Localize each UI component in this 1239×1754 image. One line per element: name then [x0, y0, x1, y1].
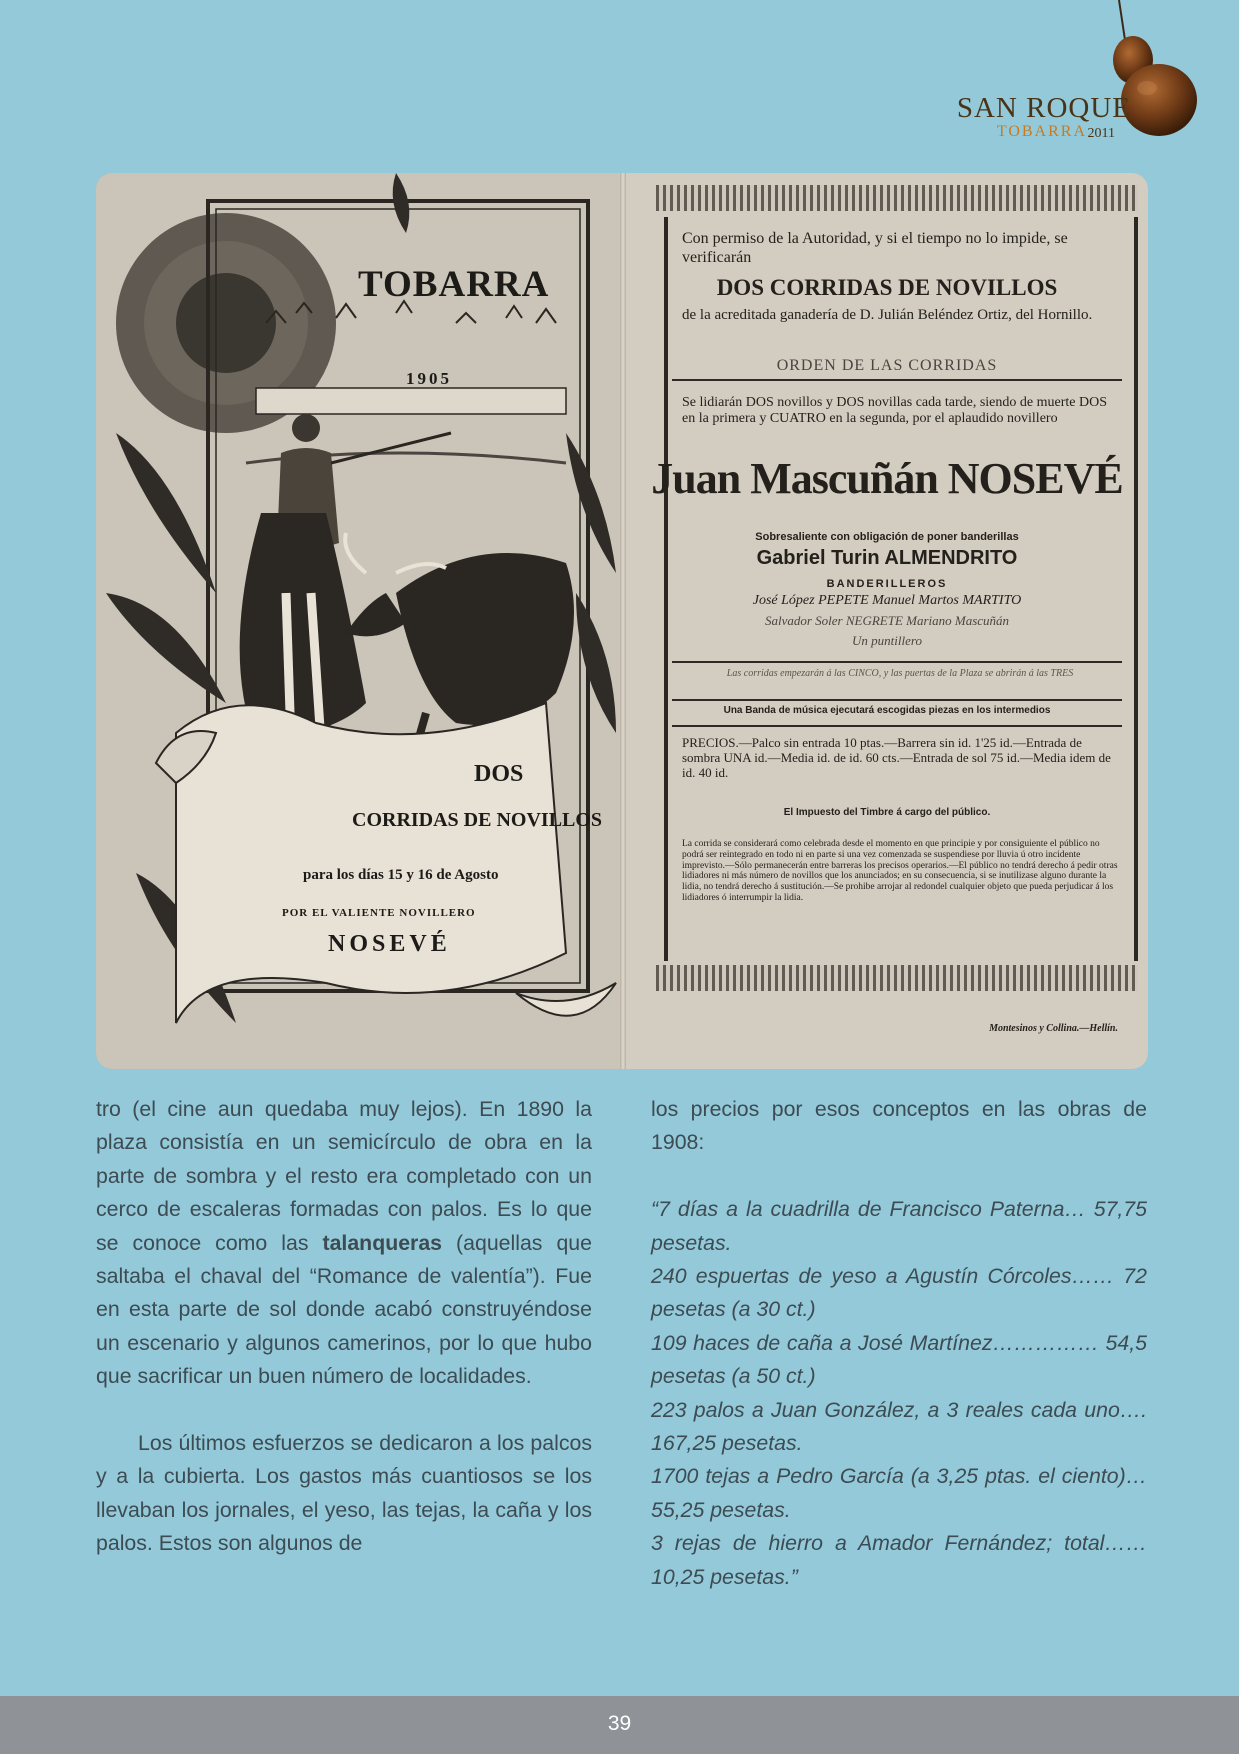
poster-cover-title: TOBARRA — [358, 264, 550, 305]
program-orden: ORDEN DE LAS CORRIDAS — [776, 357, 998, 374]
paragraph — [96, 1093, 592, 1394]
poster-program — [626, 173, 1148, 1069]
poster-cover-dos: DOS — [474, 761, 524, 787]
program-precios: PRECIOS.—Palco sin entrada 10 ptas.—Barrera sin id. 1'25 id.—Entrada de sombra UNA id.—Media id. de id. 60 cts.—Entrada de sol 75 id.—Media idem de id. 40 id. — [682, 735, 1111, 780]
program-imprenta: Montesinos y Collina.—Hellín. — [989, 1023, 1118, 1034]
header-logo — [939, 0, 1239, 150]
paragraph: los precios por esos conceptos en las obras de 1908: — [651, 1097, 1147, 1155]
program-banderilleros-1: José López PEPETE Manuel Martos MARTITO — [752, 593, 1022, 608]
poster-cover-corridas: CORRIDAS DE NOVILLOS — [352, 809, 603, 831]
decorative-border-bottom — [656, 965, 1138, 991]
program-matador: Juan Mascuñán NOSEVÉ — [651, 454, 1123, 503]
program-banda: Una Banda de música ejecutará escogidas piezas en los intermedios — [723, 705, 1051, 716]
expense-item: 1700 tejas a Pedro García (a 3,25 ptas. el ciento)… 55,25 pesetas. — [651, 1464, 1147, 1522]
poster-cover-dates: para los días 15 y 16 de Agosto — [303, 867, 499, 883]
bold-term: talanqueras — [322, 1230, 443, 1255]
decorative-border-top — [656, 185, 1138, 211]
expense-item: “7 días a la cuadrilla de Francisco Paterna… 57,75 pesetas. — [651, 1197, 1147, 1255]
logo-year: 2011 — [1087, 126, 1115, 141]
program-intro: Con permiso de la Autoridad, y si el tiempo no lo impide, se verificarán — [682, 230, 1068, 266]
poster-image — [96, 173, 1148, 1069]
left-column — [96, 1093, 592, 1561]
program-puntillero: Un puntillero — [852, 633, 922, 648]
program-condiciones: La corrida se considerará como celebrada desde el momento en que principie y por consiguiente el público no podrá ser reintegrado en todo ni en parte si una vez comenzada se suspendiese por lluvia ú otro incidente imprevisto.—Sólo permanecerán entre barreras los precisos operarios.—El público no tendrá derecho á pedir otras lidiadores ni más número de novillos que los anunciados; en su consecuencia, si se inutilizase alguno durante la lidia, no tendrá derecho á sustitución.—Se prohibe arrojar al redondel cualquier objeto que pueda perjudicar á los lidiadores ó interrumpir la lidia. — [682, 839, 1118, 903]
rule — [672, 379, 1122, 381]
program-ganaderia: de la acreditada ganadería de D. Julián Beléndez Ortiz, del Hornillo. — [682, 307, 1093, 323]
rule — [672, 725, 1122, 727]
footer — [0, 1696, 1239, 1754]
right-column — [651, 1093, 1147, 1594]
program-horario: Las corridas empezarán á las CINCO, y las puertas de la Plaza se abrirán á las TRES — [726, 668, 1074, 679]
program-banderilleros-label: BANDERILLEROS — [826, 578, 948, 590]
program-lidiaran: Se lidiarán DOS novillos y DOS novillas cada tarde, siendo de muerte DOS en la primera y CUATRO en la segunda, por el aplaudido novillero — [682, 395, 1107, 426]
expense-item: 3 rejas de hierro a Amador Fernández; total…… 10,25 pesetas.” — [651, 1531, 1147, 1589]
logo-title: SAN ROQUE — [956, 92, 1131, 124]
poster-cover — [96, 173, 620, 1069]
poster-cover-por: POR EL VALIENTE NOVILLERO — [282, 907, 476, 919]
program-sobresaliente: Sobresaliente con obligación de poner banderillas — [755, 531, 1019, 543]
poster-cover-year: 1905 — [406, 369, 452, 388]
expense-list — [651, 1193, 1147, 1594]
program-heading: DOS CORRIDAS DE NOVILLOS — [716, 275, 1058, 300]
logo-subtitle: TOBARRA — [996, 123, 1087, 140]
program-timbre: El Impuesto del Timbre á cargo del público. — [783, 807, 991, 818]
program-gabriel: Gabriel Turin ALMENDRITO — [756, 547, 1018, 569]
expense-item: 109 haces de caña a José Martínez…………… 54,5 pesetas (a 50 ct.) — [651, 1330, 1147, 1389]
expense-item: 240 espuertas de yeso a Agustín Córcoles…… 72 pesetas (a 30 ct.) — [651, 1264, 1147, 1322]
paragraph: Los últimos esfuerzos se dedicaron a los palcos y a la cubierta. Los gastos más cuantiosos se los llevaban los jornales, el yeso, las tejas, la caña y los palos. Estos son algunos de — [96, 1431, 592, 1556]
text-run: (aquellas que saltaba el chaval del “Romance de valentía”). Fue en esta parte de sol donde acabó construyéndose un escenario y algunos camerinos, por lo que hubo que sacrificar un buen número de localidades. — [96, 1230, 592, 1389]
rule — [672, 699, 1122, 701]
text-run: tro (el cine aun quedaba muy lejos). En 1890 la plaza consistía en un semicírculo de obra en la parte de sombra y el resto era completado con un cerco de escaleras formadas con palos. Es lo que se conoce como las — [96, 1097, 592, 1255]
poster-cover-name: NOSEVÉ — [328, 931, 451, 957]
page-number: 39 — [607, 1712, 632, 1735]
rule — [672, 661, 1122, 663]
program-banderilleros-2: Salvador Soler NEGRETE Mariano Mascuñán — [764, 613, 1010, 628]
expense-item: 223 palos a Juan González, a 3 reales cada uno…. 167,25 pesetas. — [651, 1397, 1147, 1456]
